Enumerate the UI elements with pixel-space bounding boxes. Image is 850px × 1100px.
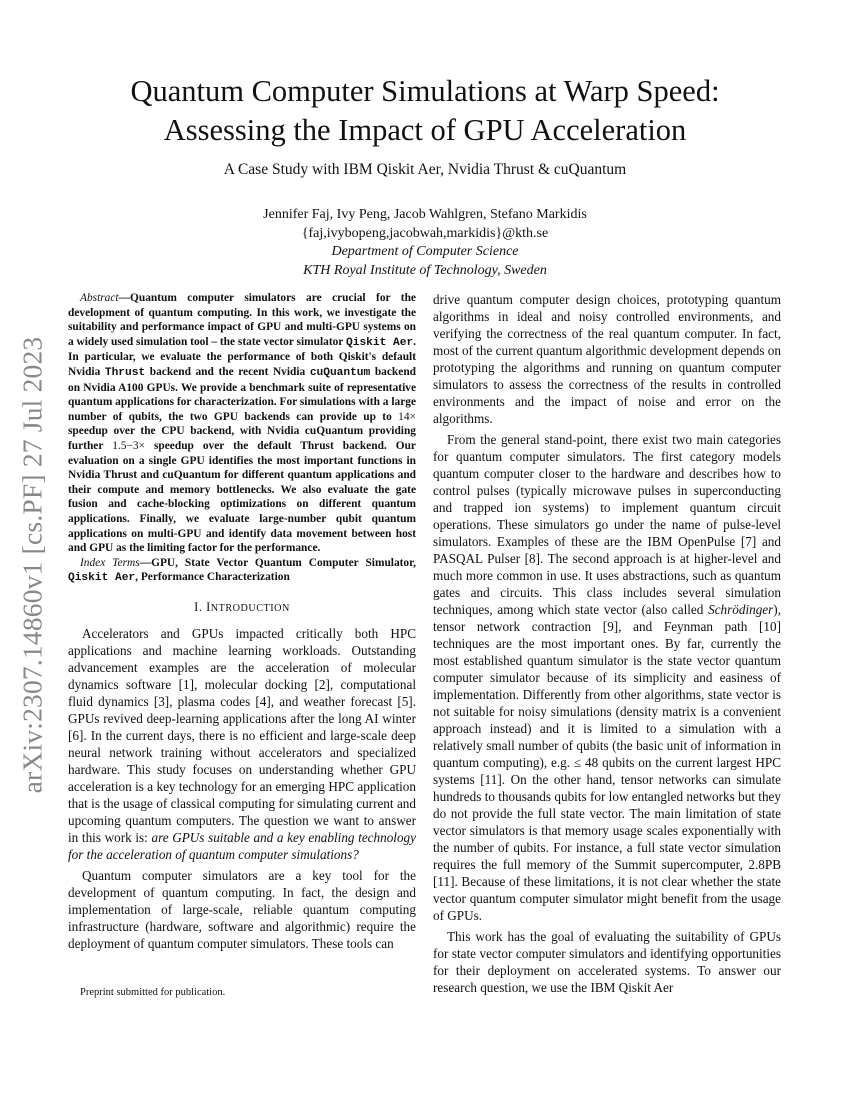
abstract-text-2: . In particular, we evaluate the performance of both Qiskit's default Nvidia (68, 335, 417, 378)
footnote: Preprint submitted for publication. (80, 987, 226, 998)
title-line-2: Assessing the Impact of GPU Acceleration (163, 113, 687, 147)
abstract-lead: Abstract (80, 292, 119, 304)
right-paragraph-1: drive quantum computer design choices, prototyping quantum algorithms in ideal and noisy controlled environments, and verifying the correctness of the real quantum computer. In fact, most of the current quantum algorithmic development depends on prototyping the algorithms and running on quantum computer simulators to assess the correctness of the results in controlled environments and the impact of noise and error on the algorithms. (433, 292, 781, 426)
intro-paragraph-1 (68, 625, 416, 863)
author-department: Department of Computer Science (331, 244, 519, 259)
intro-p1-question: are GPUs suitable and a key enabling technology for the acceleration of quantum computer simulations? (68, 829, 417, 862)
arxiv-stamp (10, 305, 54, 825)
right-paragraph-3: This work has the goal of evaluating the suitability of GPUs for state vector computer simulators and identifying opportunities for their deployment on accelerated systems. To answer our research question, we use the IBM Qiskit Aer (433, 929, 781, 995)
abstract (68, 291, 416, 556)
index-terms-text-1: —GPU, State Vector Quantum Computer Simulator, (139, 556, 416, 569)
section-title-rest: NTRODUCTION (210, 602, 290, 614)
left-column (68, 291, 416, 952)
index-terms-lead: Index Terms (80, 556, 140, 569)
abstract-text-3: backend and the recent Nvidia (145, 365, 310, 378)
author-institution: KTH Royal Institute of Technology, Sweden (303, 262, 547, 278)
paper-subtitle: A Case Study with IBM Qiskit Aer, Nvidia Thrust & cuQuantum (223, 161, 627, 178)
abstract-text-5: speedup over the CPU backend, with Nvidia cuQuantum providing further (68, 425, 416, 452)
author-emails: {faj,ivybopeng,jacobwah,markidis}@kth.se (301, 225, 549, 241)
abstract-text-6: speedup over the default Thrust backend. Our evaluation on a single GPU identifies the most important functions in Nvidia Thrust and cuQuantum for different quantum applications and their compute and memory bottlenecks. We also evaluate the gate fusion and cache-blocking optimizations on different quantum applications. Finally, we evaluate large-number qubit quantum applications on multi-GPU and identify data movement between host and GPU as the limiting factor for the performance. (68, 439, 416, 555)
index-terms (68, 556, 416, 586)
author-block (60, 206, 790, 280)
right-p2-text-2: ), tensor network contraction [9], and Feynman path [10] techniques are the most important ones. By far, currently the most established quantum simulator is the state vector quantum computer simulator because of its simplicity and easiness of implementation. Differently from other algorithms, state vector is not suitable for noisy simulations (density matrix is a convenient approach instead) and it is limited to a simulation with a relatively small number of qubits (the basic unit of information in quantum computing), e.g. ≤ 48 qubits on the current largest HPC systems [11]. On the other hand, tensor networks can simulate hundreds to thousands qubits for low entangled networks but they do not provide the full state vector. The main limitation of state vector simulators is that memory usage scales exponentially with the number of qubits. For instance, a full state vector simulation requires the full memory of the Summit supercomputer, 2.8PB [11]. Because of these limitations, it is not clear whether the state vector quantum computer simulator might benefit from the usage of GPUs. (433, 602, 781, 923)
abstract-code-qiskit-aer: Qiskit Aer (346, 336, 414, 349)
index-terms-code: Qiskit Aer (68, 572, 136, 585)
abstract-text-1: —Quantum computer simulators are crucial for the development of quantum computing. In this work, we investigate the suitability and performance impact of GPU and multi-GPU systems on a widely used simulation tool – the state vector simulator (68, 292, 416, 348)
abstract-code-thrust: Thrust (104, 366, 146, 379)
intro-paragraph-2: Quantum computer simulators are a key tool for the development of quantum computing. In fact, the design and implementation of large-scale, reliable quantum computing infrastructure (hardware, software and algorithmic) require the deployment of quantum computer simulators. These tools can (68, 867, 416, 951)
abstract-code-cuquantum: cuQuantum (309, 366, 371, 379)
abstract-math-speedup-range: 1.5−3× (112, 439, 145, 452)
abstract-text-4: backend on Nvidia A100 GPUs. We provide a benchmark suite of representative quantum applications for characterization. For simulations with a large number of qubits, the two GPU backends can provide up to (68, 365, 416, 423)
arxiv-stamp-text: arXiv:2307.14860v1 [cs.PF] 27 Jul 2023 (16, 336, 48, 794)
title-line-1: Quantum Computer Simulations at Warp Speed: (130, 74, 720, 108)
right-p2-text-1: From the general stand-point, there exist two main categories for quantum computer simulators. The first category models quantum computer closer to the hardware and describes how to control pulses (typically microwave pulses in superconducting and trapped ion systems) to implement quantum circuit operations. These simulators go under the name of pulse-level simulators. Examples of these are the IBM OpenPulse [7] and PASQAL Pulser [8]. The second approach is at higher-level and much more common in use. It uses abstractions, such as quantum gates and circuits. This class includes several simulation techniques, among which state vector (also called (433, 432, 781, 617)
right-paragraph-2 (433, 431, 781, 924)
section-number: I. (194, 599, 207, 614)
index-terms-text-2: , Performance Characterization (135, 571, 290, 584)
author-names: Jennifer Faj, Ivy Peng, Jacob Wahlgren, Stefano Markidis (263, 207, 587, 222)
right-column (433, 291, 781, 996)
intro-p1-text: Accelerators and GPUs impacted critically both HPC applications and machine learning workloads. Outstanding advancement examples are the acceleration of molecular dynamics software [1], molecular docking [2], computational fluid dynamics [3], plasma codes [4], and weather forecast [5]. GPUs revived deep-learning applications after the long AI winter [6]. In the current days, there is no efficient and large-scale deep neural network training without accelerators and specialized hardware. This study focuses on understanding whether GPU acceleration is a key technology for an emerging HPC application that is the usage of classical computing for simulating current and upcoming quantum computers. The question we want to answer in this work is: (68, 625, 416, 845)
section-title-initial: I (206, 599, 211, 614)
paper-title (60, 72, 790, 150)
abstract-math-14x: 14× (398, 410, 416, 423)
right-p2-italic: Schrödinger (708, 602, 774, 617)
section-heading-introduction (68, 600, 416, 615)
